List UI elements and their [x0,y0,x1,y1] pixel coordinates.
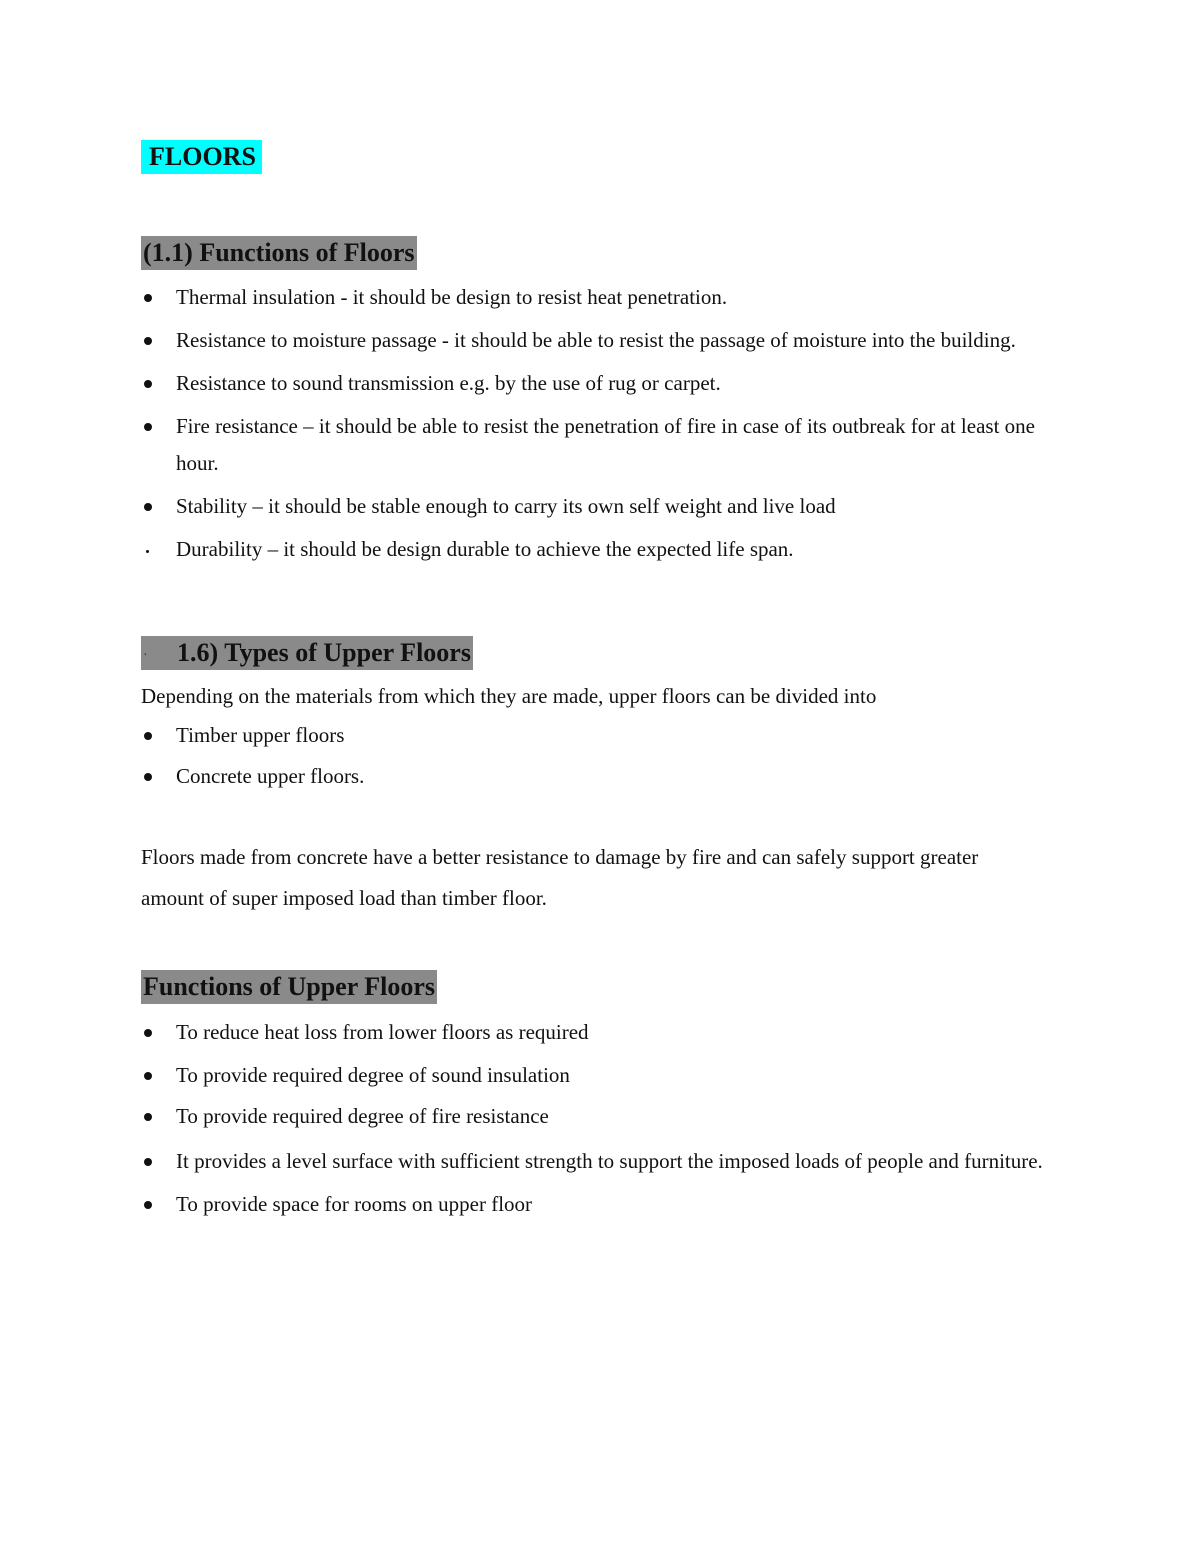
list-item [141,1143,1081,1180]
list-item [141,1186,1081,1223]
list-item-text: Stability – it should be stable enough to carry its own self weight and live load [176,494,836,518]
list-item-text: Timber upper floors [176,723,345,747]
list-item [141,488,1081,525]
list-item [141,758,1081,795]
list-item-text: Concrete upper floors. [176,764,365,788]
bullet-icon: · [143,648,148,663]
list-item [141,1014,1081,1051]
section-heading-row [141,636,1081,670]
document-title: FLOORS [141,140,262,174]
list-item-text: Thermal insulation - it should be design to resist heat penetration. [176,285,728,309]
list-item [141,322,1081,359]
list-item-text: To provide required degree of fire resistance [176,1104,549,1128]
bullet-icon [144,732,152,740]
section-functions-of-upper-floors [141,970,1081,1223]
bullet-icon [144,423,152,431]
section-functions-of-floors [141,236,1081,568]
list-item-text: Resistance to sound transmission e.g. by the use of rug or carpet. [176,371,721,395]
list-item [141,365,1081,402]
section-paragraph: Floors made from concrete have a better resistance to damage by fire and can safely support greater amount of super imposed load than timber floor. [141,845,979,910]
section-heading-row [141,236,1081,270]
bullet-icon [144,1201,152,1209]
list-item [141,279,1081,316]
list-item-text: Fire resistance – it should be able to resist the penetration of fire in case of its outbreak for at least one hour. [176,414,1035,475]
section-types-of-upper-floors [141,636,1081,919]
list-item-text: To provide space for rooms on upper floor [176,1192,533,1216]
section-heading: (1.1) Functions of Floors [141,236,417,270]
list-item [141,531,1081,568]
list-item [141,1098,1081,1135]
section-heading: Functions of Upper Floors [141,970,437,1004]
section-heading: 1.6) Types of Upper Floors [141,636,473,670]
list-item-text: Resistance to moisture passage - it should be able to resist the passage of moisture into the building. [176,328,1016,352]
bullet-icon [144,337,152,345]
list-item-text: To provide required degree of sound insulation [176,1063,570,1087]
bullet-icon [144,1158,152,1166]
bullet-icon [146,550,149,553]
title-block [141,140,262,174]
bullet-icon [144,294,152,302]
section-heading-row [141,970,1081,1004]
list-item [141,1057,1081,1094]
list-item-text: It provides a level surface with sufficient strength to support the imposed loads of people and furniture. [176,1149,1043,1173]
bullet-icon [144,773,152,781]
bullet-icon [144,380,152,388]
bullet-list [141,279,1081,568]
bullet-icon [144,1072,152,1080]
bullet-list [141,1014,1081,1223]
bullet-icon [144,1113,152,1121]
bullet-icon [144,1029,152,1037]
section-intro: Depending on the materials from which they are made, upper floors can be divided into [141,684,877,708]
list-item-text: Durability – it should be design durable to achieve the expected life span. [176,537,794,561]
list-item [141,717,1081,754]
bullet-icon [144,503,152,511]
list-item-text: To reduce heat loss from lower floors as required [176,1020,589,1044]
bullet-list [141,717,1081,795]
list-item [141,408,1081,482]
